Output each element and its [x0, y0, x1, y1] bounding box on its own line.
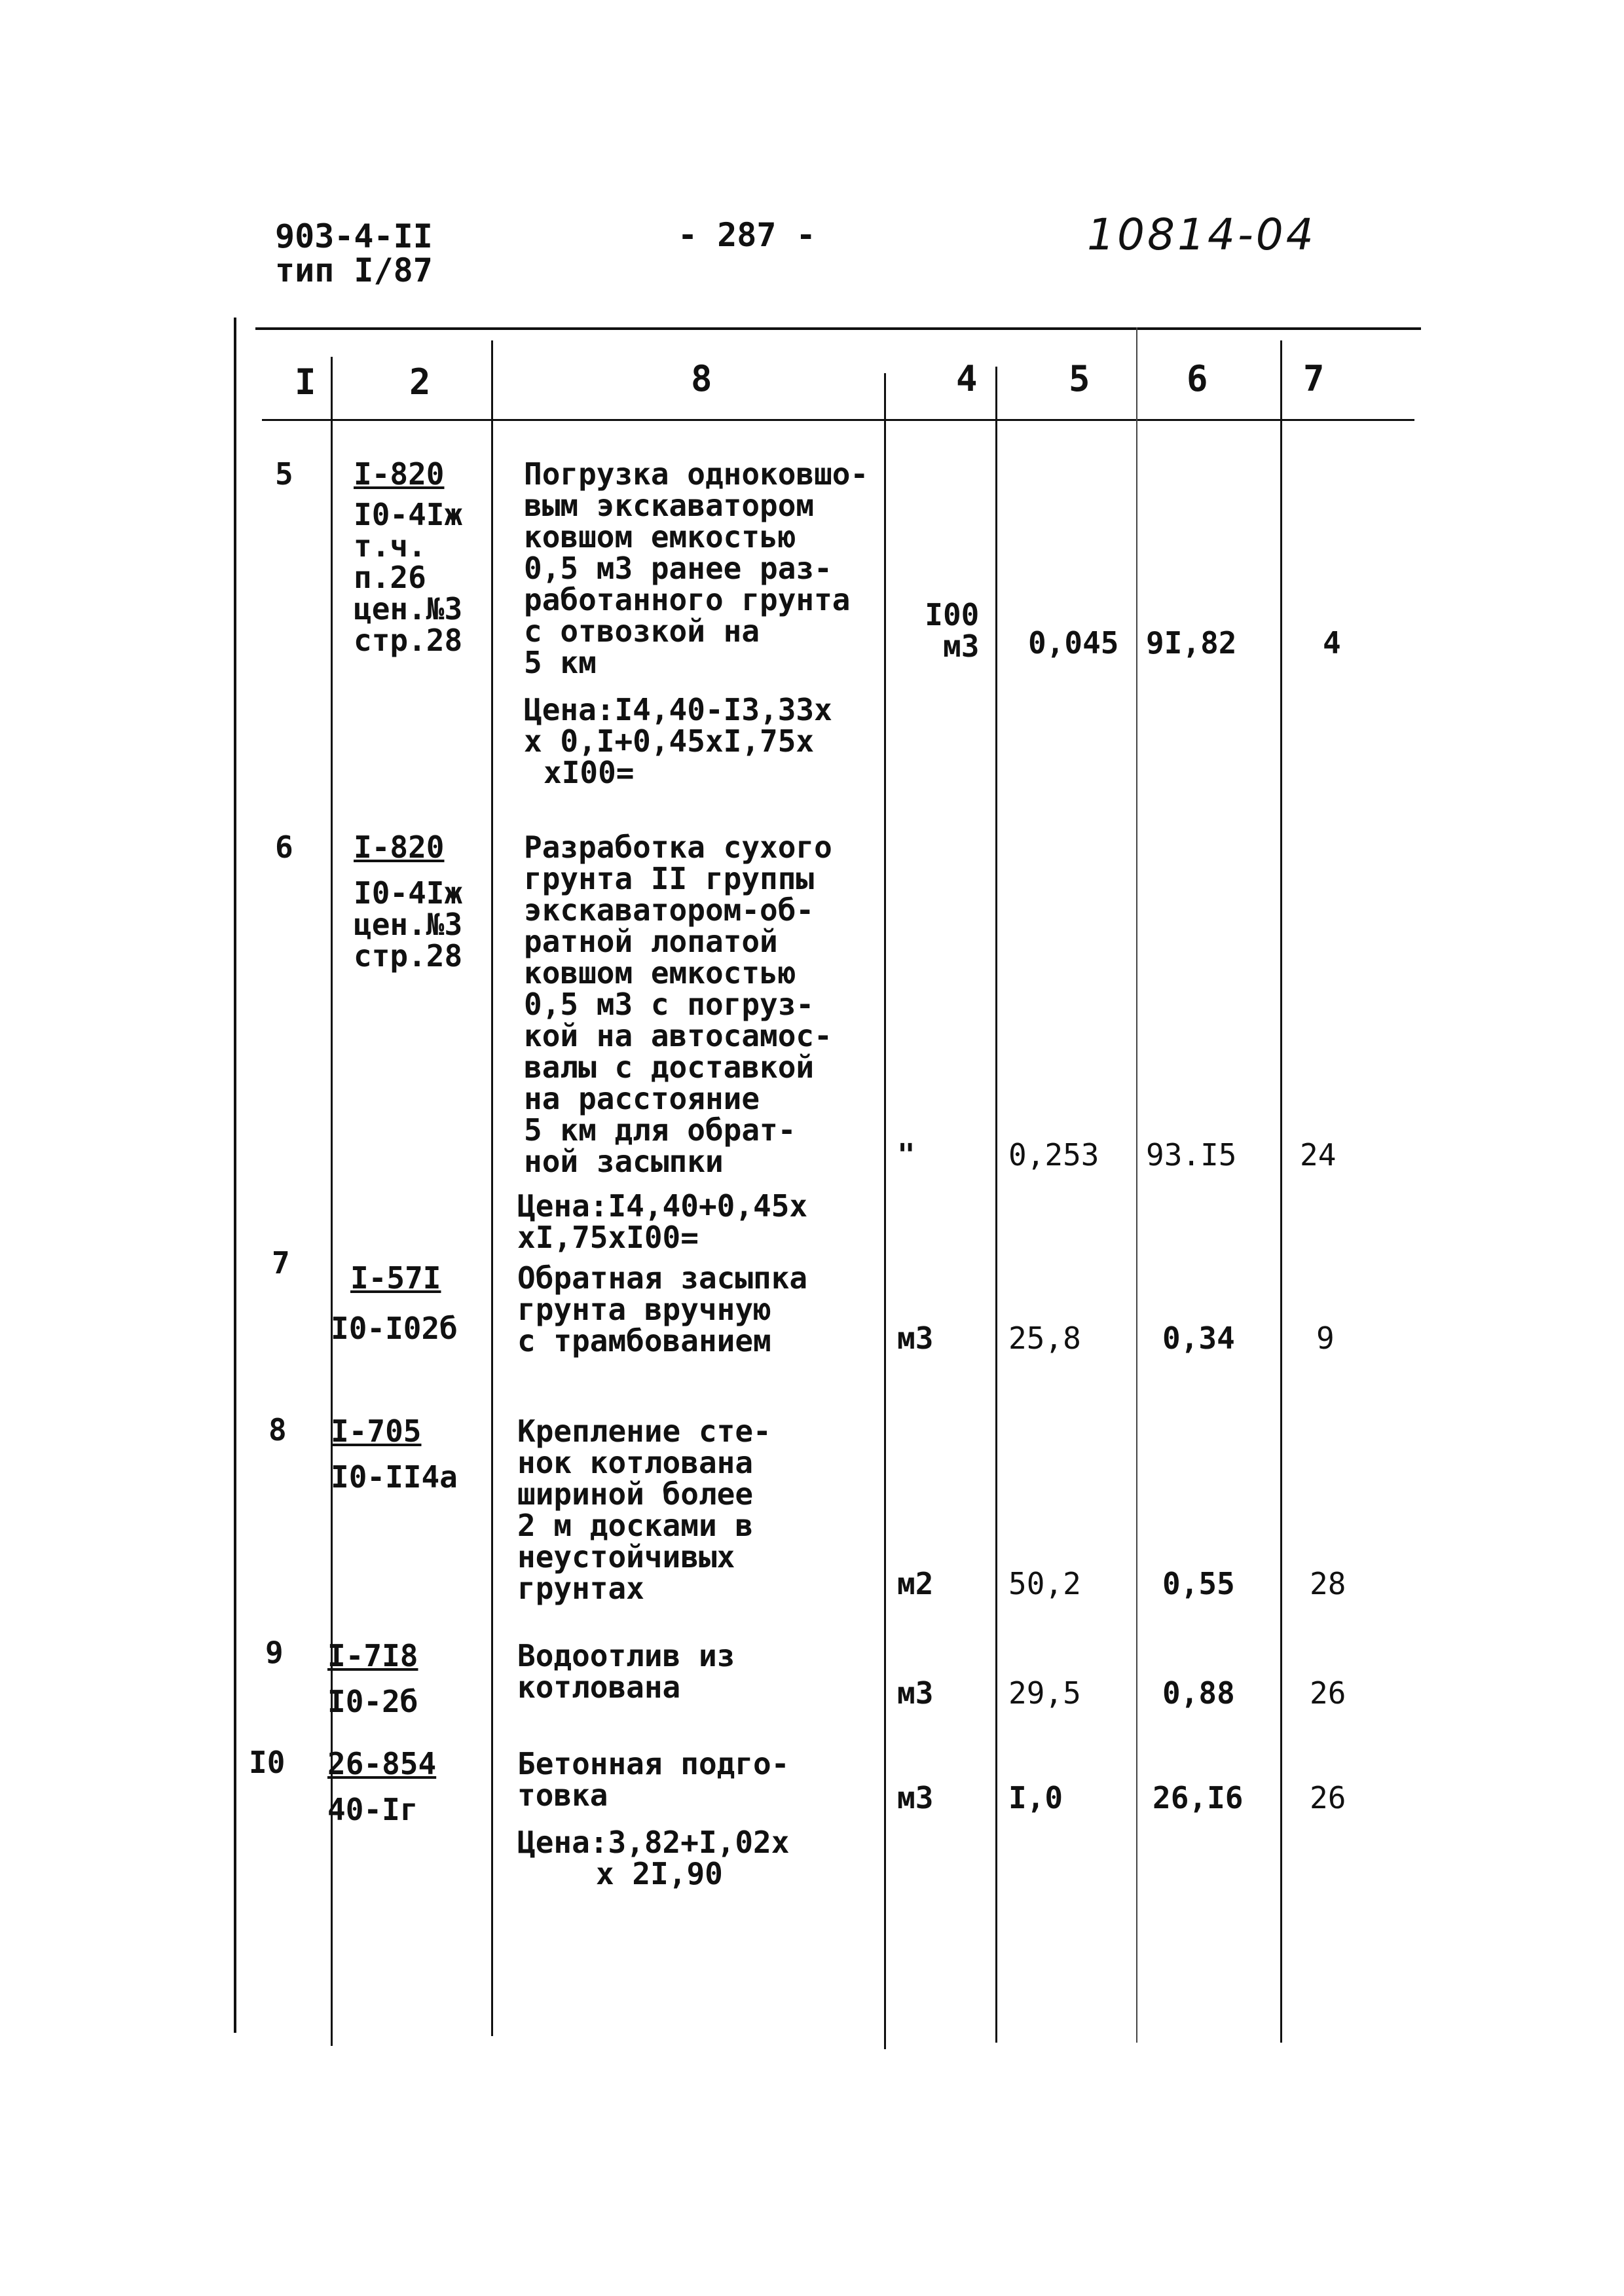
unit-line: I00	[925, 597, 980, 632]
norm-reference-line: I0-I02б	[331, 1311, 458, 1346]
description-line: нок котлована	[517, 1445, 754, 1480]
unit: м2	[897, 1566, 934, 1601]
norm-reference	[331, 1461, 458, 1493]
norm-reference-line: стр.28	[354, 938, 463, 974]
work-description	[517, 1640, 735, 1703]
formula-line: хI,75хI00=	[517, 1220, 699, 1255]
norm-code: I-820	[354, 829, 445, 865]
column-header-3: 8	[691, 358, 712, 399]
description-line: Водоотлив из	[517, 1638, 735, 1673]
norm-code: I-820	[354, 456, 445, 492]
document-code-line1: 903-4-II	[275, 217, 433, 255]
norm-reference-line: I0-4Iж	[354, 497, 463, 532]
description-line: Бетонная подго-	[517, 1746, 790, 1781]
unit-price: 0,88	[1162, 1675, 1235, 1711]
total-cost: 28	[1310, 1566, 1346, 1601]
description-line: Крепление сте-	[517, 1413, 771, 1449]
description-line: ной засыпки	[524, 1144, 724, 1179]
unit: м3	[897, 1675, 934, 1711]
price-formula	[524, 694, 832, 788]
norm-reference-line: I0-II4а	[331, 1459, 458, 1495]
description-line: 0,5 м3 ранее раз-	[524, 551, 832, 586]
formula-line: х 0,I+0,45хI,75х	[524, 723, 815, 759]
norm-reference	[327, 1794, 418, 1825]
description-line: неустойчивых	[517, 1539, 735, 1575]
description-line: на расстояние	[524, 1081, 760, 1116]
quantity: 0,253	[1008, 1137, 1099, 1173]
formula-line: х 2I,90	[596, 1856, 723, 1891]
work-description	[517, 1415, 771, 1604]
document-code	[275, 219, 433, 287]
page-number: - 287 -	[678, 216, 816, 254]
norm-code: I-57I	[350, 1260, 441, 1296]
work-description	[517, 1748, 789, 1811]
row-number: 9	[265, 1635, 284, 1670]
unit-price: 0,34	[1162, 1321, 1235, 1356]
work-description	[524, 831, 832, 1177]
description-line: 5 км для обрат-	[524, 1112, 796, 1148]
norm-reference-line: I0-4Iж	[354, 875, 463, 911]
total-cost: 9	[1316, 1321, 1335, 1356]
norm-reference	[354, 499, 462, 656]
row-number: 6	[275, 829, 293, 865]
description-line: 2 м досками в	[517, 1508, 754, 1543]
unit-price: 9I,82	[1146, 625, 1237, 661]
description-line: шириной более	[517, 1476, 754, 1512]
norm-reference	[354, 877, 462, 972]
description-line: товка	[517, 1777, 608, 1813]
description-line: грунта II группы	[524, 861, 815, 896]
column-header-1: I	[295, 361, 316, 403]
formula-line: Цена:3,82+I,02х	[517, 1825, 790, 1860]
row-number: 8	[268, 1412, 287, 1448]
work-description	[517, 1262, 807, 1357]
unit-price: 26,I6	[1153, 1780, 1244, 1815]
norm-reference-line: цен.№3	[354, 907, 463, 942]
work-description	[524, 458, 868, 678]
quantity: I,0	[1008, 1780, 1063, 1815]
description-line: котлована	[517, 1669, 681, 1705]
description-line: Обратная засыпка	[517, 1260, 808, 1296]
description-line: экскаватором-об-	[524, 892, 815, 928]
unit: м3	[897, 1780, 934, 1815]
norm-reference-line: стр.28	[354, 623, 463, 658]
formula-line: хI00=	[544, 755, 635, 790]
norm-code: I-705	[331, 1413, 422, 1449]
description-line: ратной лопатой	[524, 924, 778, 959]
column-header-2: 2	[409, 361, 431, 403]
norm-reference-line: I0-2б	[327, 1684, 418, 1719]
norm-reference-line: т.ч.	[354, 528, 426, 564]
quantity: 0,045	[1028, 625, 1119, 661]
description-line: работанного грунта	[524, 582, 851, 617]
total-cost: 24	[1300, 1137, 1337, 1173]
price-formula	[517, 1827, 789, 1889]
handwritten-number: 10814-04	[1087, 210, 1316, 260]
description-line: грунта вручную	[517, 1292, 771, 1327]
unit-line: м3	[943, 629, 980, 664]
description-line: с трамбованием	[517, 1323, 771, 1358]
unit: "	[897, 1137, 915, 1173]
description-line: Разработка сухого	[524, 829, 832, 865]
description-line: валы с доставкой	[524, 1049, 815, 1085]
unit-price: 0,55	[1162, 1566, 1235, 1601]
norm-reference	[327, 1686, 418, 1717]
description-line: Погрузка одноковшо-	[524, 456, 869, 492]
row-number: 5	[275, 456, 293, 492]
price-formula	[517, 1190, 807, 1253]
unit: м3	[897, 1321, 934, 1356]
unit-price: 93.I5	[1146, 1137, 1237, 1173]
column-header-6: 6	[1187, 358, 1208, 399]
row-number: 7	[272, 1245, 290, 1281]
norm-code: 26-854	[327, 1746, 437, 1781]
total-cost: 4	[1323, 625, 1341, 661]
total-cost: 26	[1310, 1780, 1346, 1815]
norm-reference-line: п.26	[354, 560, 426, 595]
norm-reference	[331, 1313, 458, 1344]
formula-line: Цена:I4,40+0,45х	[517, 1188, 808, 1224]
description-line: 0,5 м3 с погруз-	[524, 987, 815, 1022]
column-header-4: 4	[956, 358, 978, 399]
description-line: с отвозкой на	[524, 613, 760, 649]
description-line: ковшом емкостью	[524, 519, 796, 555]
row-number: I0	[249, 1745, 286, 1780]
quantity: 25,8	[1008, 1321, 1081, 1356]
document-code-line2: тип I/87	[275, 251, 433, 289]
total-cost: 26	[1310, 1675, 1346, 1711]
norm-reference-line: цен.№3	[354, 591, 463, 627]
unit	[917, 599, 979, 662]
formula-line: Цена:I4,40-I3,33х	[524, 692, 832, 727]
description-line: вым экскаватором	[524, 488, 815, 523]
description-line: кой на автосамос-	[524, 1018, 832, 1053]
description-line: ковшом емкостью	[524, 955, 796, 991]
norm-code: I-7I8	[327, 1638, 418, 1673]
quantity: 50,2	[1008, 1566, 1081, 1601]
norm-reference-line: 40-Iг	[327, 1792, 418, 1827]
description-line: 5 км	[524, 645, 597, 680]
description-line: грунтах	[517, 1571, 644, 1606]
column-header-7: 7	[1303, 358, 1325, 399]
column-header-5: 5	[1069, 358, 1090, 399]
quantity: 29,5	[1008, 1675, 1081, 1711]
